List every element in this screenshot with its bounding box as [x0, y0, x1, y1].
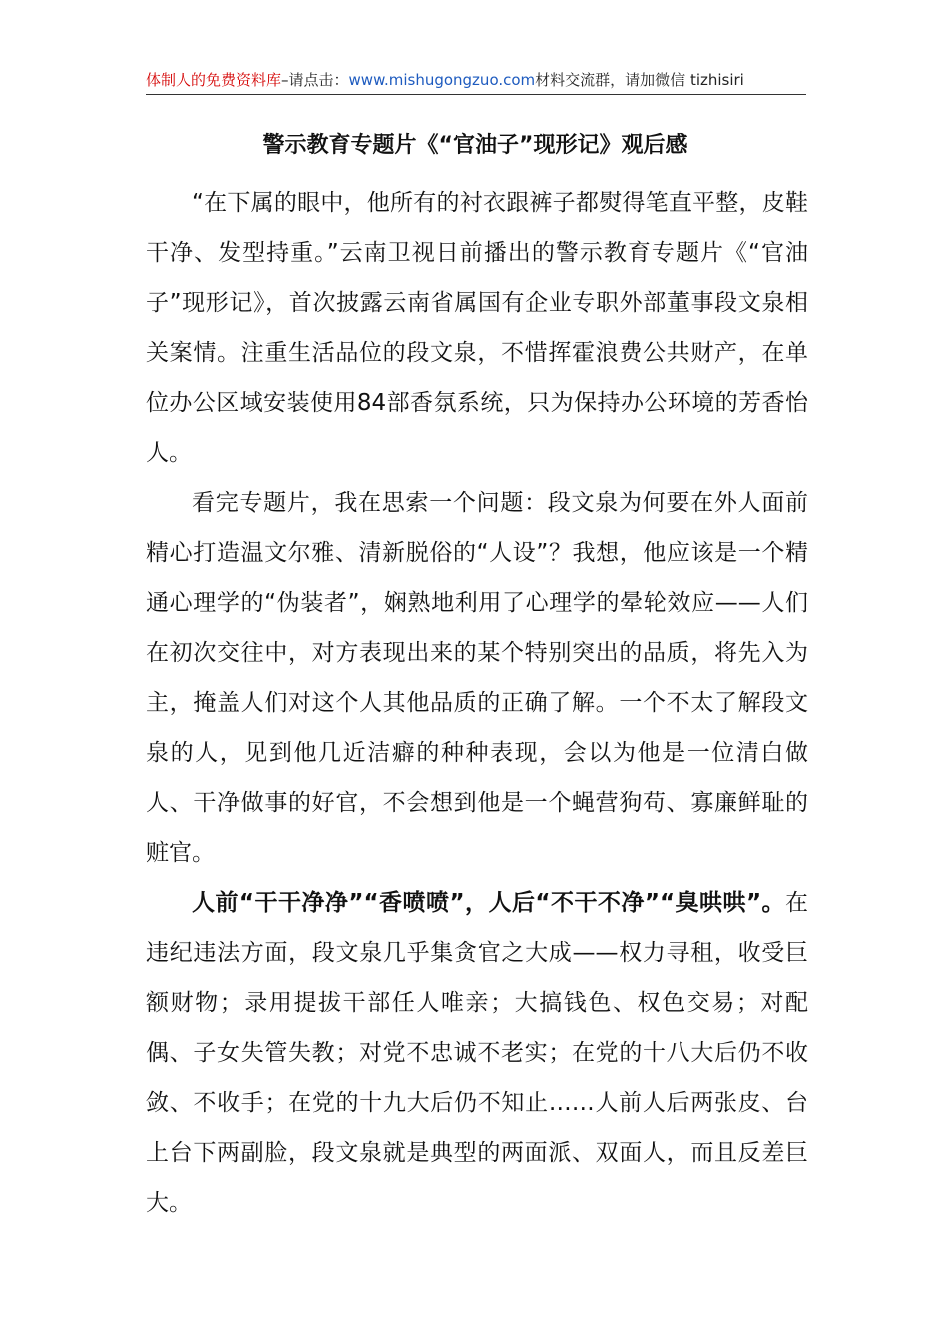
paragraph-2: 看完专题片，我在思索一个问题：段文泉为何要在外人面前精心打造温文尔雅、清新脱俗的“人设”？我想，他应该是一个精通心理学的“伪装者”，娴熟地利用了心理学的晕轮效应——人们在初次交往中，对方表现出来的某个特别突出的品质，将先入为主，掩盖人们对这个人其他品质的正确了解。一个不太了解段文泉的人，见到他几近洁癖的种种表现，会以为他是一位清白做人、干净做事的好官，不会想到他是一个蝇营狗苟、寡廉鲜耻的赃官。 — [146, 490, 808, 866]
paragraph-3-text: 在违纪违法方面，段文泉几乎集贪官之大成——权力寻租，收受巨额财物；录用提拔干部任人唯亲；大搞钱色、权色交易；对配偶、子女失管失教；对党不忠诚不老实；在党的十八大后仍不收敛、不收手；在党的十九大后仍不知止……人前人后两张皮、台上台下两副脸，段文泉就是典型的两面派、双面人，而且反差巨大。 — [146, 890, 808, 1216]
header-click-prompt: –请点击： — [281, 71, 349, 89]
paragraph-3-bold-lead: 人前“干干净净”“香喷喷”，人后“不干不净”“臭哄哄”。 — [192, 890, 785, 916]
header-url-link[interactable]: www.mishugongzuo.com — [348, 71, 536, 89]
header-site-name: 体制人的免费资料库 — [146, 71, 282, 89]
paragraph-1: “在下属的眼中，他所有的衬衣跟裤子都熨得笔直平整，皮鞋干净、发型持重。”云南卫视日前播出的警示教育专题片《“官油子”现形记》，首次披露云南省属国有企业专职外部董事段文泉相关案情。注重生活品位的段文泉，不惜挥霍浪费公共财产，在单位办公区域安装使用84部香氛系统，只为保持办公环境的芳香怡人。 — [146, 190, 808, 466]
paragraph-3 — [146, 878, 808, 1228]
header-group-text: 材料交流群，请加微信 tizhisiri — [535, 71, 744, 89]
document-title: 警示教育专题片《“官油子”现形记》观后感 — [262, 133, 688, 158]
page-header — [146, 68, 806, 95]
document-body — [146, 178, 808, 1228]
